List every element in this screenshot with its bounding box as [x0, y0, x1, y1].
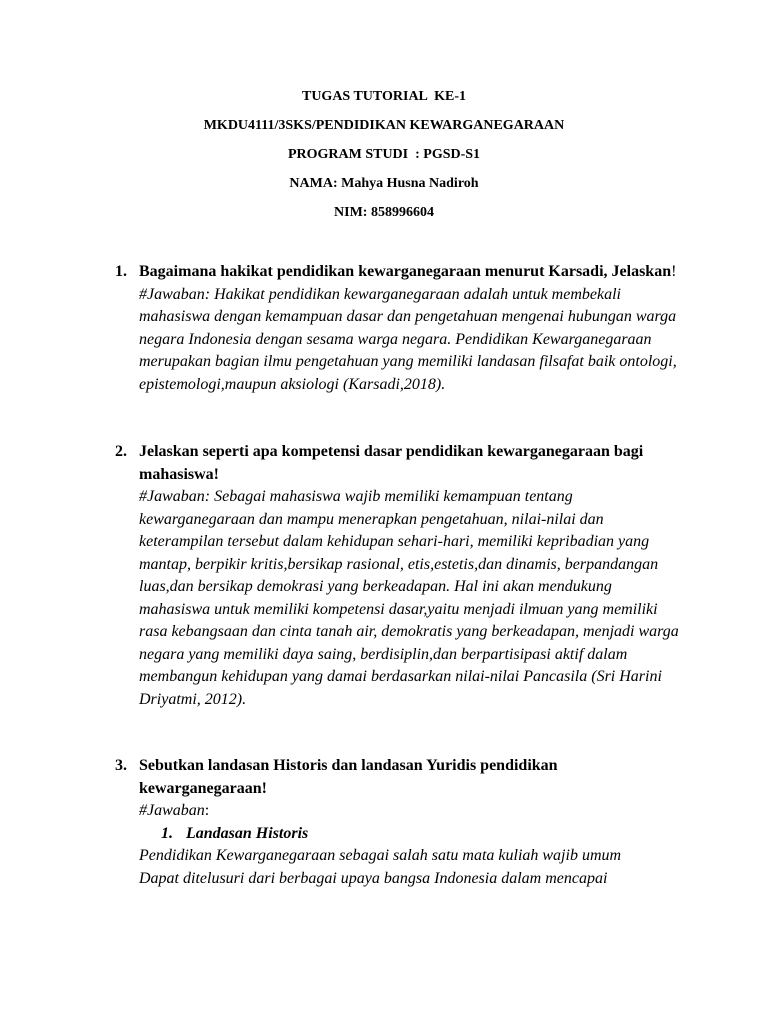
student-name: NAMA: Mahya Husna Nadiroh — [289, 176, 479, 191]
question-3 — [139, 755, 679, 890]
question-3-number: 3. — [115, 757, 127, 774]
question-3-text: Sebutkan landasan Historis dan landasan Yuridis pendidikan kewarganegaraan! — [139, 757, 558, 797]
answer-label-text: #Jawaban — [139, 802, 205, 819]
question-1-answer: #Jawaban: Hakikat pendidikan kewarganegaraan adalah untuk membekali mahasiswa dengan kemampuan dasar dan pengetahuan mengenai hubungan warga negara Indonesia dengan sesama warga negara. Pendidikan Kewarganegaraan merupakan bagian ilmu pengetahuan yang memiliki landasan filsafat baik ontologi, epistemologi,maupun aksiologi (Karsadi,2018). — [139, 285, 677, 393]
student-id: NIM: 858996604 — [334, 205, 434, 220]
sub-item-number: 1. — [161, 824, 173, 842]
question-1-exclamation: ! — [671, 263, 677, 280]
question-1 — [139, 261, 679, 396]
answer-label-colon: : — [204, 802, 210, 819]
historis-paragraph-1: Pendidikan Kewarganegaraan sebagai salah satu mata kuliah wajib umum — [139, 847, 622, 864]
question-2 — [139, 441, 679, 711]
course-code: MKDU4111/3SKS/PENDIDIKAN KEWARGANEGARAAN — [203, 118, 565, 133]
sub-item-landasan-historis — [139, 823, 679, 846]
historis-paragraph-2: Dapat ditelusuri dari berbagai upaya bangsa Indonesia dalam mencapai — [139, 869, 608, 887]
question-1-text-main: Bagaimana hakikat pendidikan kewarganegaraan menurut Karsadi, Jelaskan — [139, 263, 672, 280]
question-1-number: 1. — [115, 263, 127, 280]
study-program: PROGRAM STUDI : PGSD-S1 — [287, 147, 481, 162]
sub-item-title: Landasan Historis — [186, 824, 309, 842]
question-2-number: 2. — [115, 443, 127, 460]
assignment-title: TUGAS TUTORIAL KE-1 — [301, 89, 467, 104]
question-1-text — [139, 261, 679, 284]
question-2-answer: #Jawaban: Sebagai mahasiswa wajib memiliki kemampuan tentang kewarganegaraan dan mampu menerapkan pengetahuan, nilai-nilai dan keterampilan tersebut dalam kehidupan sehari-hari, memiliki kepribadian yang mantap, berpikir kritis,bersikap rasional, etis,estetis,dan dinamis, berpandangan luas,dan bersikap demokrasi yang berkeadapan. Hal ini akan mendukung mahasiswa untuk memiliki kompetensi dasar,yaitu menjadi ilmuan yang memiliki rasa kebangsaan dan cinta tanah air, demokratis yang berkeadapan, menjadi warga negara yang memiliki daya saing, berdisiplin,dan berpartisipasi aktif dalam membangun kehidupan yang damai berdasarkan nilai-nilai Pancasila (Sri Harini Driyatmi, 2012). — [139, 488, 679, 708]
question-3-answer-label — [139, 800, 679, 823]
question-2-text: Jelaskan seperti apa kompetensi dasar pendidikan kewarganegaraan bagi mahasiswa! — [139, 443, 644, 483]
